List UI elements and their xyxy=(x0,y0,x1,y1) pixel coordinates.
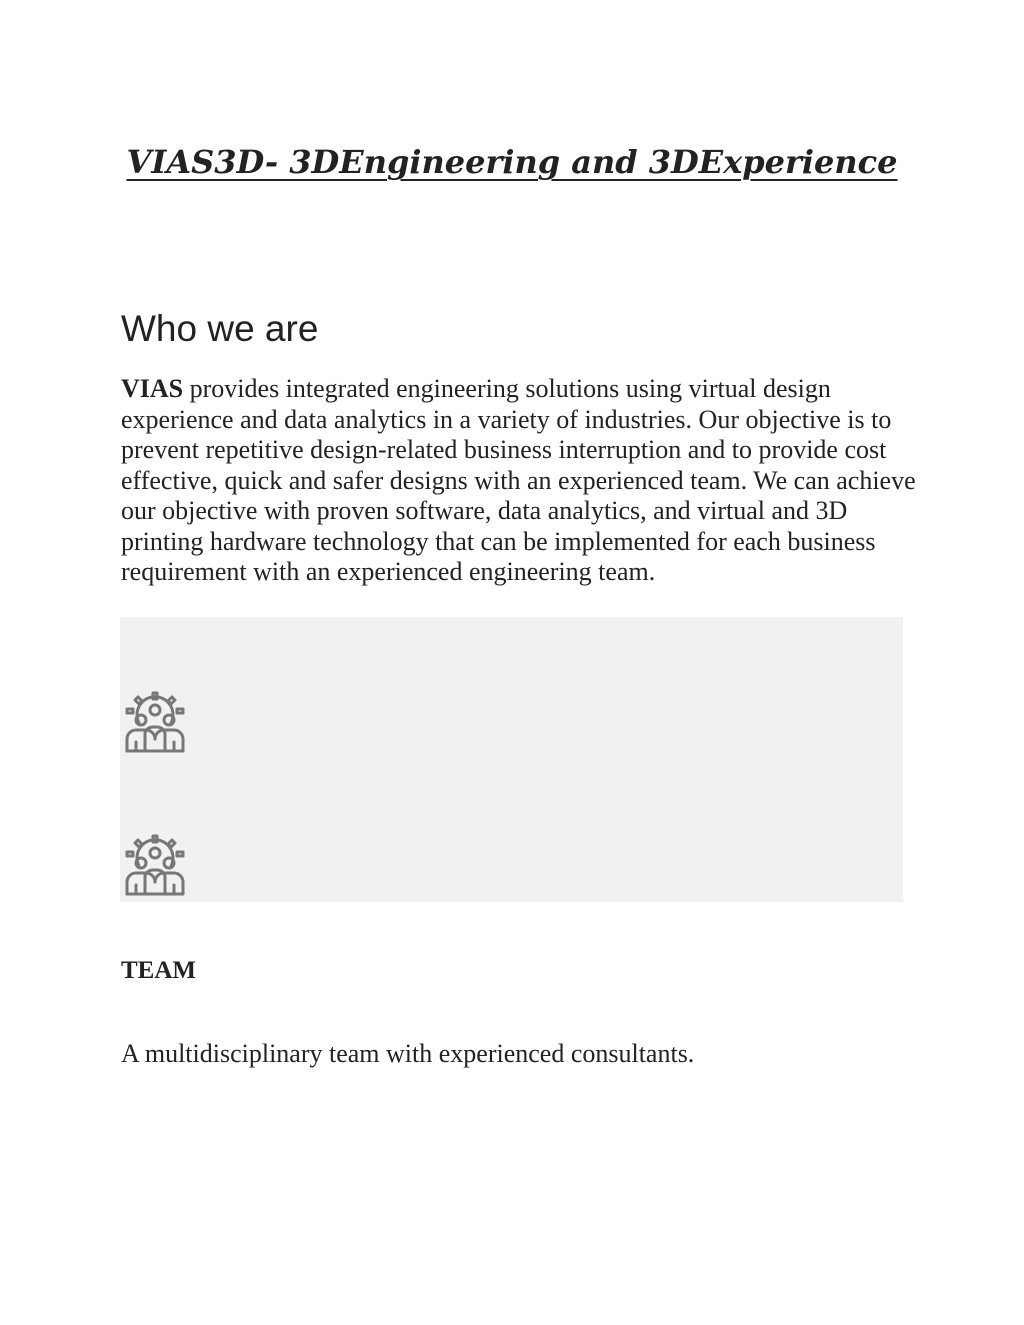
team-gear-icon xyxy=(123,832,187,896)
team-gear-icon xyxy=(123,689,187,753)
team-description: A multidisciplinary team with experienced consultants. xyxy=(121,1039,695,1068)
intro-body-text: provides integrated engineering solutions using virtual design experience and data analytics in a variety of industries. Our objective is to prevent repetitive design-related business interruption and to provide cost effective, quick and safer designs with an experienced team. We can achieve our objective with proven software, data analytics, and virtual and 3D printing hardware technology that can be implemented for each business requirement with an experienced engineering team. xyxy=(121,374,916,586)
document-title: VIAS3D- 3DEngineering and 3DExperience xyxy=(126,143,898,181)
team-label: TEAM xyxy=(121,957,196,984)
brand-name: VIAS xyxy=(121,374,184,403)
icon-panel xyxy=(120,617,903,902)
intro-paragraph xyxy=(121,374,921,588)
section-heading-who-we-are: Who we are xyxy=(121,308,319,349)
